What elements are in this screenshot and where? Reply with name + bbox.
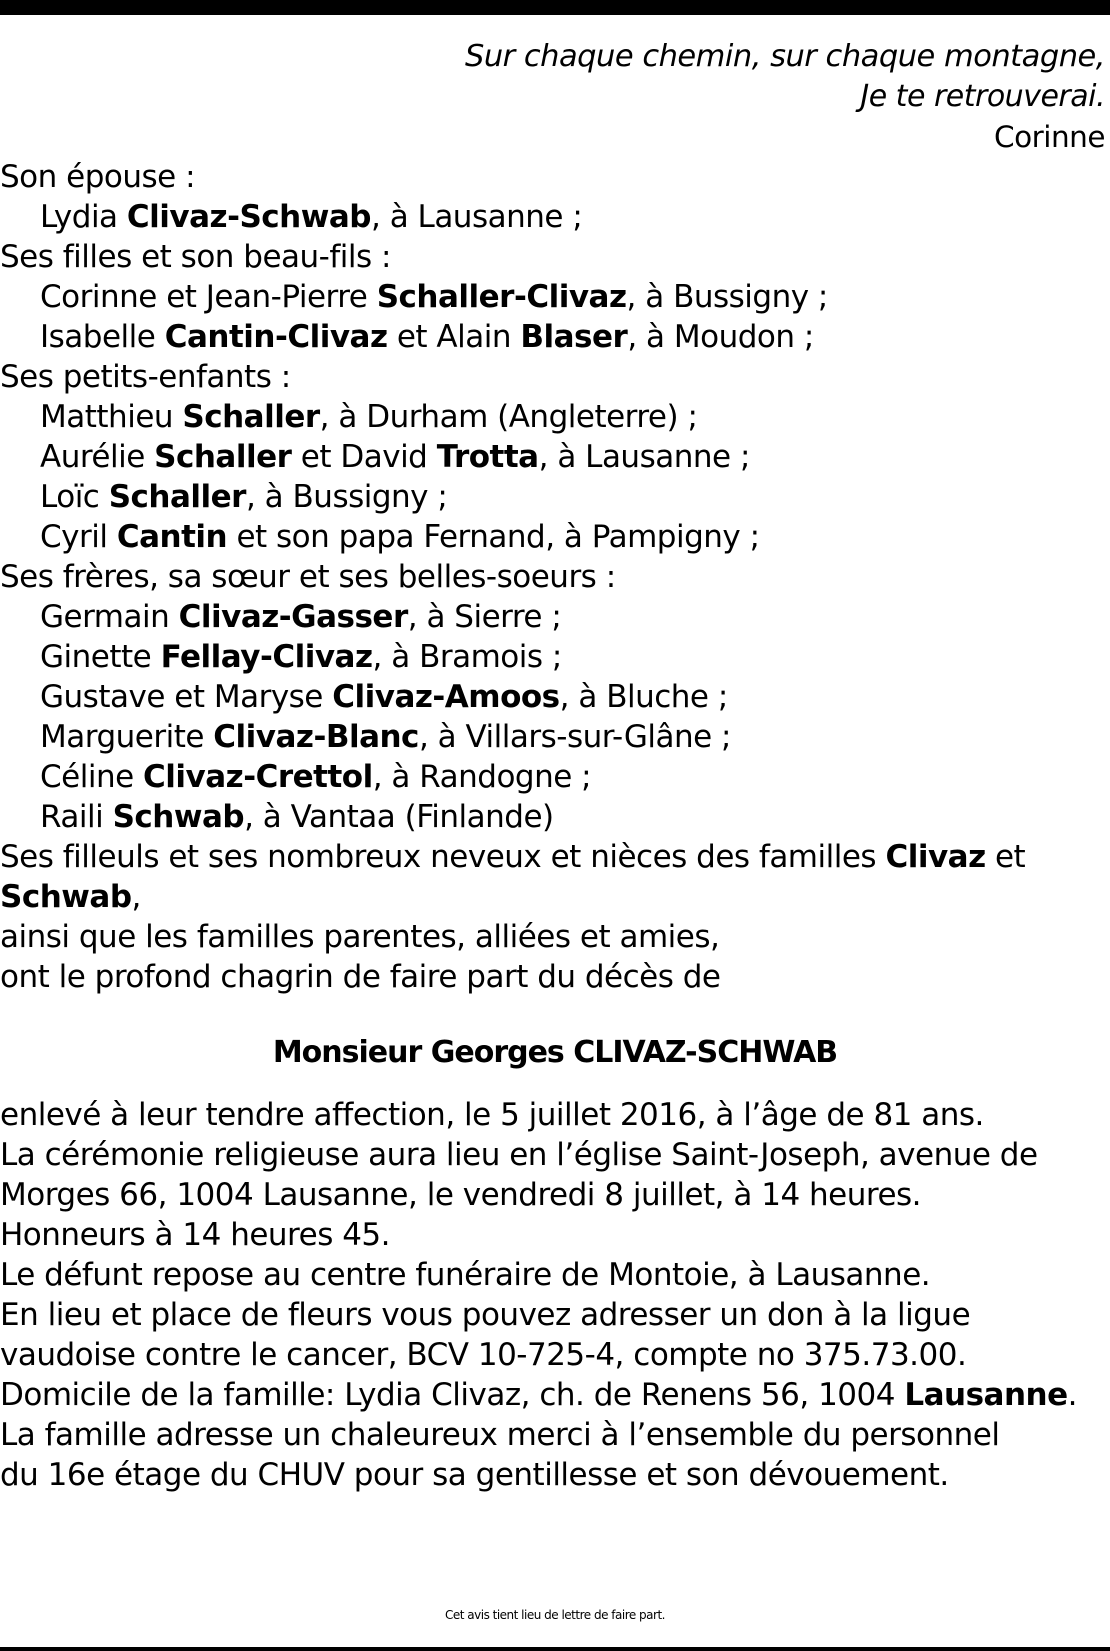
detail-line: vaudoise contre le cancer, BCV 10-725-4, compte no 375.73.00. — [0, 1337, 967, 1373]
detail-line: enlevé à leur tendre affection, le 5 juillet 2016, à l’âge de 81 ans. — [0, 1097, 984, 1133]
epigraph-line-1: Sur chaque chemin, sur chaque montagne, — [464, 39, 1105, 74]
epigraph-signature: Corinne — [993, 120, 1105, 154]
family-entry: Cyril Cantin et son papa Fernand, à Pampigny ; — [40, 519, 760, 555]
thanks-line: du 16e étage du CHUV pour sa gentillesse et son dévouement. — [0, 1457, 949, 1493]
daughters-heading: Ses filles et son beau-fils : — [0, 239, 391, 275]
family-entry: Lydia Clivaz-Schwab, à Lausanne ; — [40, 199, 583, 235]
family-entry: Céline Clivaz-Crettol, à Randogne ; — [40, 759, 592, 795]
top-border-rule — [0, 0, 1110, 15]
detail-line: En lieu et place de fleurs vous pouvez adresser un don à la ligue — [0, 1297, 971, 1333]
family-entry: Loïc Schaller, à Bussigny ; — [40, 479, 448, 515]
thanks-line: La famille adresse un chaleureux merci à l’ensemble du personnel — [0, 1417, 1000, 1453]
detail-line: La cérémonie religieuse aura lieu en l’église Saint-Joseph, avenue de — [0, 1137, 1038, 1173]
epigraph-line-2: Je te retrouverai. — [860, 79, 1105, 114]
bottom-border-rule — [0, 1647, 1110, 1651]
family-entry: Ginette Fellay-Clivaz, à Bramois ; — [40, 639, 562, 675]
detail-line: Honneurs à 14 heures 45. — [0, 1217, 391, 1253]
family-entry: Gustave et Maryse Clivaz-Amoos, à Bluche ; — [40, 679, 728, 715]
family-entry: Matthieu Schaller, à Durham (Angleterre) ; — [40, 399, 698, 435]
family-entry: Isabelle Cantin-Clivaz et Alain Blaser, à Moudon ; — [40, 319, 814, 355]
family-entry: Aurélie Schaller et David Trotta, à Lausanne ; — [40, 439, 750, 475]
extended-family-line: ainsi que les familles parentes, alliées et amies, — [0, 919, 720, 955]
detail-line: Morges 66, 1004 Lausanne, le vendredi 8 juillet, à 14 heures. — [0, 1177, 922, 1213]
domicile-line: Domicile de la famille: Lydia Clivaz, ch. de Renens 56, 1004 Lausanne. — [0, 1377, 1077, 1413]
family-entry: Raili Schwab, à Vantaa (Finlande) — [40, 799, 554, 835]
deceased-name: Monsieur Georges CLIVAZ-SCHWAB — [272, 1035, 838, 1070]
detail-line: Le défunt repose au centre funéraire de Montoie, à Lausanne. — [0, 1257, 931, 1293]
extended-family-line: Ses filleuls et ses nombreux neveux et nièces des familles Clivaz et — [0, 839, 1026, 875]
spouse-heading: Son épouse : — [0, 159, 196, 195]
closing-note: Cet avis tient lieu de lettre de faire part. — [445, 1608, 665, 1622]
siblings-heading: Ses frères, sa sœur et ses belles-soeurs : — [0, 559, 616, 595]
grandchildren-heading: Ses petits-enfants : — [0, 359, 291, 395]
family-entry: Marguerite Clivaz-Blanc, à Villars-sur-Glâne ; — [40, 719, 731, 755]
announcement-line: ont le profond chagrin de faire part du décès de — [0, 959, 721, 995]
extended-family-line: Schwab, — [0, 879, 141, 915]
family-entry: Germain Clivaz-Gasser, à Sierre ; — [40, 599, 562, 635]
family-entry: Corinne et Jean-Pierre Schaller-Clivaz, à Bussigny ; — [40, 279, 828, 315]
